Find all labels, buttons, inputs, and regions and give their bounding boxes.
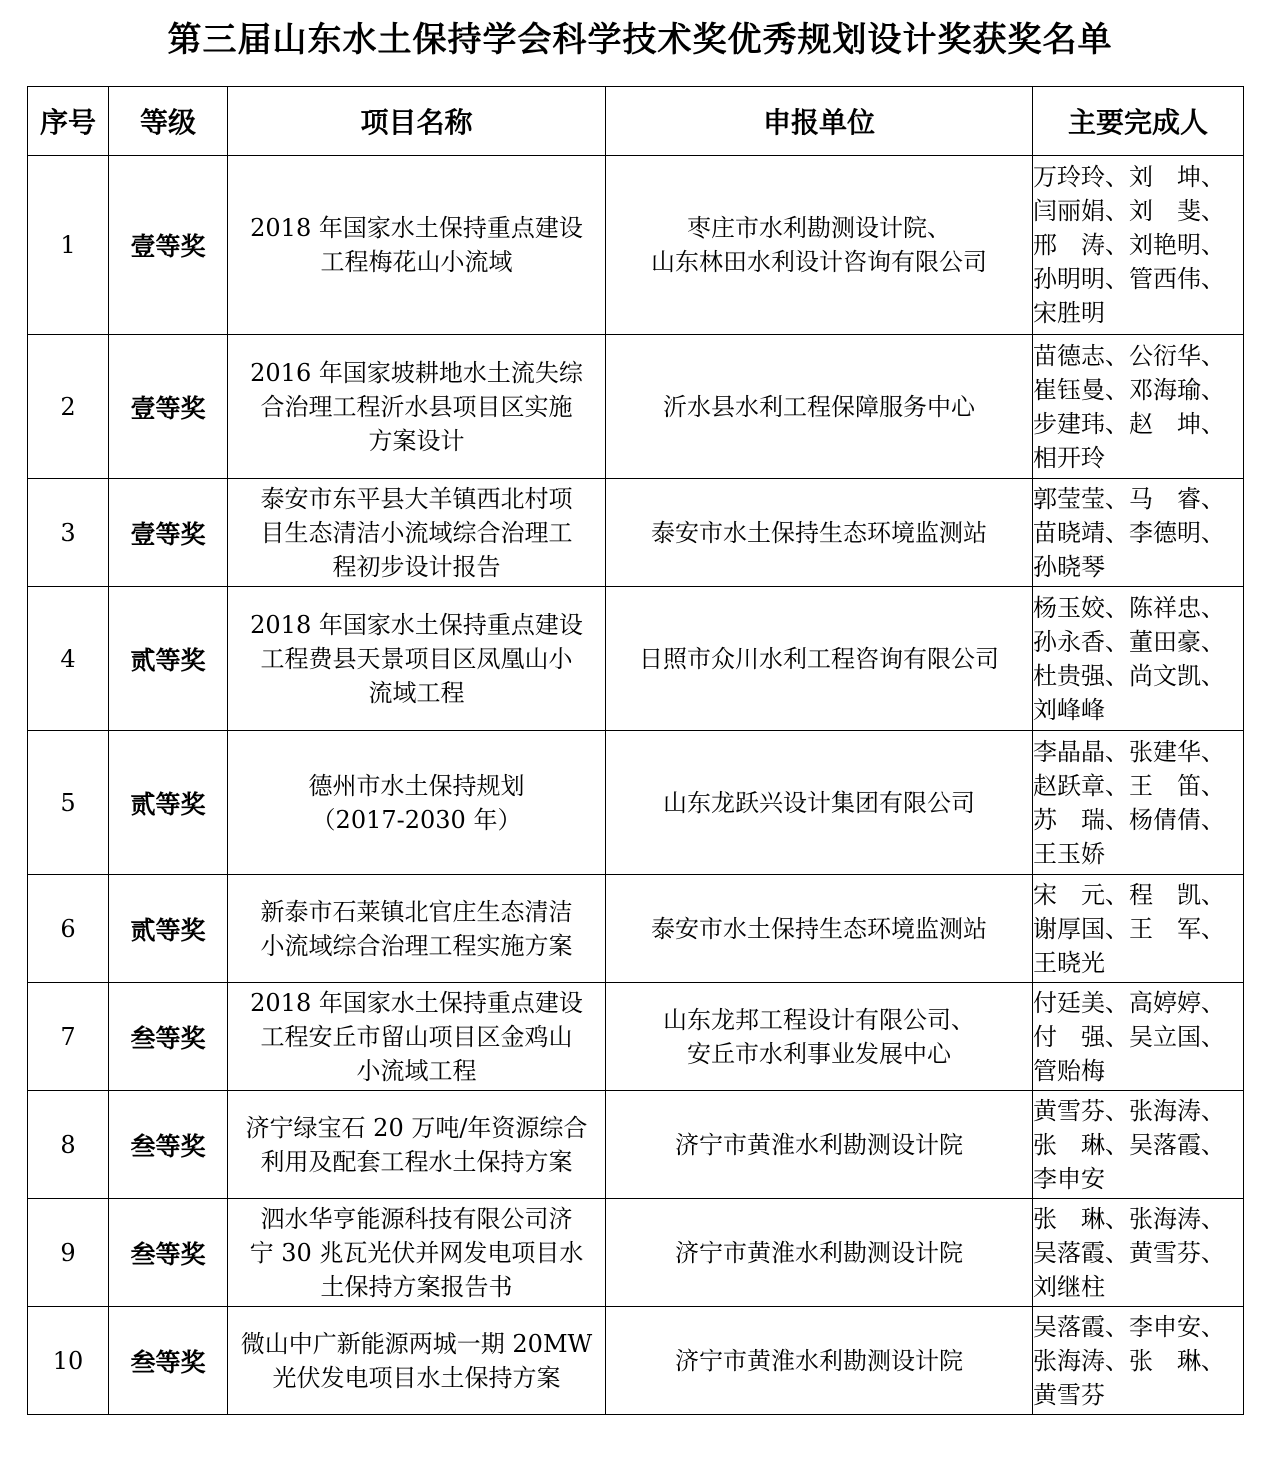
project-name-line: 泗水华亨能源科技有限公司济 bbox=[260, 1204, 573, 1233]
project-name-line: 新泰市石莱镇北官庄生态清洁 bbox=[260, 897, 573, 926]
table-row bbox=[28, 983, 1244, 1091]
applicant-unit-line: 山东龙跃兴设计集团有限公司 bbox=[663, 788, 975, 817]
award-grade: 壹等奖 bbox=[109, 156, 228, 335]
project-name-cell bbox=[228, 587, 606, 731]
project-name-line: 德州市水土保持规划 bbox=[308, 771, 525, 800]
header-grade: 等级 bbox=[109, 87, 228, 156]
main-contributors-cell bbox=[1033, 156, 1244, 335]
project-name-line: 小流域工程 bbox=[356, 1056, 477, 1085]
contributors-line: 苗晓靖、李德明、 bbox=[1033, 518, 1225, 547]
project-name-cell bbox=[228, 731, 606, 875]
header-project: 项目名称 bbox=[228, 87, 606, 156]
project-name-line: 工程费县天景项目区凤凰山小 bbox=[260, 644, 573, 673]
award-grade: 壹等奖 bbox=[109, 335, 228, 479]
page-title: 第三届山东水土保持学会科学技术奖优秀规划设计奖获奖名单 bbox=[167, 20, 1113, 60]
applicant-unit-cell bbox=[606, 587, 1033, 731]
project-name-cell bbox=[228, 1199, 606, 1307]
contributors-line: 孙明明、管西伟、 bbox=[1033, 265, 1225, 293]
contributors-line: 邢 涛、刘艳明、 bbox=[1033, 231, 1225, 259]
main-contributors-cell bbox=[1033, 479, 1244, 587]
contributors-line: 黄雪芬、张海涛、 bbox=[1033, 1096, 1225, 1125]
applicant-unit-cell bbox=[606, 875, 1033, 983]
row-number: 8 bbox=[28, 1091, 109, 1199]
applicant-unit-line: 泰安市水土保持生态环境监测站 bbox=[651, 518, 987, 547]
row-number: 3 bbox=[28, 479, 109, 587]
table-row bbox=[28, 731, 1244, 875]
project-name-cell bbox=[228, 875, 606, 983]
contributors-line: 宋胜明 bbox=[1033, 299, 1105, 327]
applicant-unit-line: 济宁市黄淮水利勘测设计院 bbox=[675, 1346, 963, 1375]
project-name-line: 流域工程 bbox=[368, 678, 465, 707]
project-name-line: 方案设计 bbox=[368, 426, 465, 455]
header-unit: 申报单位 bbox=[606, 87, 1033, 156]
row-number: 1 bbox=[28, 156, 109, 335]
row-number: 6 bbox=[28, 875, 109, 983]
project-name-line: 2016 年国家坡耕地水土流失综 bbox=[250, 358, 583, 387]
contributors-line: 张 琳、吴落霞、 bbox=[1033, 1130, 1225, 1159]
main-contributors-cell bbox=[1033, 1307, 1244, 1415]
award-grade: 叁等奖 bbox=[109, 983, 228, 1091]
project-name-line: 2018 年国家水土保持重点建设 bbox=[250, 610, 583, 639]
contributors-line: 李申安 bbox=[1033, 1164, 1105, 1193]
project-name-line: 小流域综合治理工程实施方案 bbox=[260, 931, 573, 960]
project-name-line: 工程安丘市留山项目区金鸡山 bbox=[260, 1022, 573, 1051]
contributors-line: 刘继柱 bbox=[1033, 1272, 1105, 1301]
project-name-line: 利用及配套工程水土保持方案 bbox=[260, 1147, 573, 1176]
contributors-line: 苏 瑞、杨倩倩、 bbox=[1033, 805, 1225, 834]
main-contributors-cell bbox=[1033, 1199, 1244, 1307]
table-row bbox=[28, 479, 1244, 587]
contributors-line: 吴落霞、黄雪芬、 bbox=[1033, 1238, 1225, 1267]
contributors-line: 付廷美、高婷婷、 bbox=[1033, 988, 1225, 1017]
award-grade: 贰等奖 bbox=[109, 875, 228, 983]
project-name-line: 宁 30 兆瓦光伏并网发电项目水 bbox=[249, 1238, 584, 1267]
row-number: 9 bbox=[28, 1199, 109, 1307]
contributors-line: 步建玮、赵 坤、 bbox=[1033, 409, 1225, 438]
applicant-unit-cell bbox=[606, 335, 1033, 479]
header-row bbox=[28, 87, 1244, 156]
applicant-unit-cell bbox=[606, 731, 1033, 875]
main-contributors-cell bbox=[1033, 875, 1244, 983]
header-no: 序号 bbox=[28, 87, 109, 156]
applicant-unit-line: 济宁市黄淮水利勘测设计院 bbox=[675, 1238, 963, 1267]
contributors-line: 张海涛、张 琳、 bbox=[1033, 1346, 1225, 1375]
contributors-line: 孙晓琴 bbox=[1033, 552, 1105, 581]
project-name-line: 光伏发电项目水土保持方案 bbox=[272, 1363, 561, 1392]
award-grade: 叁等奖 bbox=[109, 1091, 228, 1199]
project-name-line: 微山中广新能源两城一期 20MW bbox=[240, 1329, 593, 1358]
row-number: 10 bbox=[28, 1307, 109, 1415]
applicant-unit-cell bbox=[606, 1091, 1033, 1199]
row-number: 5 bbox=[28, 731, 109, 875]
project-name-line: 2018 年国家水土保持重点建设 bbox=[250, 988, 583, 1017]
award-grade: 壹等奖 bbox=[109, 479, 228, 587]
main-contributors-cell bbox=[1033, 335, 1244, 479]
applicant-unit-line: 山东林田水利设计咨询有限公司 bbox=[651, 248, 987, 276]
applicant-unit-line: 济宁市黄淮水利勘测设计院 bbox=[675, 1130, 963, 1159]
applicant-unit-line: 安丘市水利事业发展中心 bbox=[687, 1039, 951, 1068]
contributors-line: 黄雪芬 bbox=[1033, 1380, 1105, 1409]
table-row bbox=[28, 1307, 1244, 1415]
contributors-line: 杨玉姣、陈祥忠、 bbox=[1033, 593, 1225, 622]
project-name-cell bbox=[228, 1307, 606, 1415]
contributors-line: 闫丽娟、刘 斐、 bbox=[1033, 197, 1225, 225]
project-name-cell bbox=[228, 983, 606, 1091]
applicant-unit-cell bbox=[606, 156, 1033, 335]
project-name-line: 泰安市东平县大羊镇西北村项 bbox=[260, 484, 573, 513]
contributors-line: 张 琳、张海涛、 bbox=[1033, 1204, 1225, 1233]
contributors-line: 相开玲 bbox=[1033, 443, 1105, 472]
awards-table bbox=[27, 86, 1244, 1415]
table-row bbox=[28, 335, 1244, 479]
project-name-cell bbox=[228, 479, 606, 587]
contributors-line: 李晶晶、张建华、 bbox=[1033, 737, 1225, 766]
award-grade: 叁等奖 bbox=[109, 1199, 228, 1307]
contributors-line: 杜贵强、尚文凯、 bbox=[1033, 661, 1225, 690]
table-row bbox=[28, 587, 1244, 731]
contributors-line: 刘峰峰 bbox=[1033, 695, 1105, 724]
contributors-line: 吴落霞、李申安、 bbox=[1033, 1312, 1225, 1341]
award-grade: 贰等奖 bbox=[109, 587, 228, 731]
main-contributors-cell bbox=[1033, 587, 1244, 731]
header-people: 主要完成人 bbox=[1033, 87, 1244, 156]
contributors-line: 郭莹莹、马 睿、 bbox=[1033, 484, 1225, 513]
applicant-unit-cell bbox=[606, 1307, 1033, 1415]
project-name-line: 工程梅花山小流域 bbox=[320, 248, 513, 276]
award-grade: 贰等奖 bbox=[109, 731, 228, 875]
main-contributors-cell bbox=[1033, 1091, 1244, 1199]
applicant-unit-cell bbox=[606, 983, 1033, 1091]
table-row bbox=[28, 156, 1244, 335]
project-name-line: 目生态清洁小流域综合治理工 bbox=[260, 518, 573, 547]
project-name-line: 程初步设计报告 bbox=[332, 552, 501, 581]
main-contributors-cell bbox=[1033, 983, 1244, 1091]
contributors-line: 万玲玲、刘 坤、 bbox=[1033, 163, 1225, 191]
applicant-unit-line: 枣庄市水利勘测设计院、 bbox=[687, 214, 951, 242]
main-contributors-cell bbox=[1033, 731, 1244, 875]
contributors-line: 苗德志、公衍华、 bbox=[1033, 341, 1225, 370]
project-name-line: （2017-2030 年） bbox=[311, 805, 522, 834]
contributors-line: 付 强、吴立国、 bbox=[1033, 1022, 1225, 1051]
project-name-line: 土保持方案报告书 bbox=[320, 1272, 513, 1301]
table-row bbox=[28, 875, 1244, 983]
project-name-line: 济宁绿宝石 20 万吨/年资源综合 bbox=[245, 1113, 588, 1142]
project-name-cell bbox=[228, 335, 606, 479]
row-number: 4 bbox=[28, 587, 109, 731]
table-row bbox=[28, 1199, 1244, 1307]
applicant-unit-line: 泰安市水土保持生态环境监测站 bbox=[651, 914, 987, 943]
table-row bbox=[28, 1091, 1244, 1199]
applicant-unit-line: 日照市众川水利工程咨询有限公司 bbox=[639, 644, 999, 673]
contributors-line: 王玉娇 bbox=[1033, 839, 1105, 868]
contributors-line: 孙永香、董田豪、 bbox=[1033, 627, 1225, 656]
contributors-line: 赵跃章、王 笛、 bbox=[1033, 771, 1225, 800]
applicant-unit-cell bbox=[606, 479, 1033, 587]
award-grade: 叁等奖 bbox=[109, 1307, 228, 1415]
applicant-unit-line: 山东龙邦工程设计有限公司、 bbox=[663, 1005, 975, 1034]
contributors-line: 谢厚国、王 军、 bbox=[1033, 914, 1225, 943]
contributors-line: 管贻梅 bbox=[1033, 1056, 1105, 1085]
project-name-line: 2018 年国家水土保持重点建设 bbox=[250, 214, 583, 242]
applicant-unit-line: 沂水县水利工程保障服务中心 bbox=[663, 392, 975, 421]
applicant-unit-cell bbox=[606, 1199, 1033, 1307]
project-name-cell bbox=[228, 156, 606, 335]
contributors-line: 宋 元、程 凯、 bbox=[1033, 880, 1225, 909]
contributors-line: 王晓光 bbox=[1033, 948, 1105, 977]
project-name-line: 合治理工程沂水县项目区实施 bbox=[260, 392, 573, 421]
row-number: 2 bbox=[28, 335, 109, 479]
contributors-line: 崔钰曼、邓海瑜、 bbox=[1033, 375, 1225, 404]
row-number: 7 bbox=[28, 983, 109, 1091]
project-name-cell bbox=[228, 1091, 606, 1199]
